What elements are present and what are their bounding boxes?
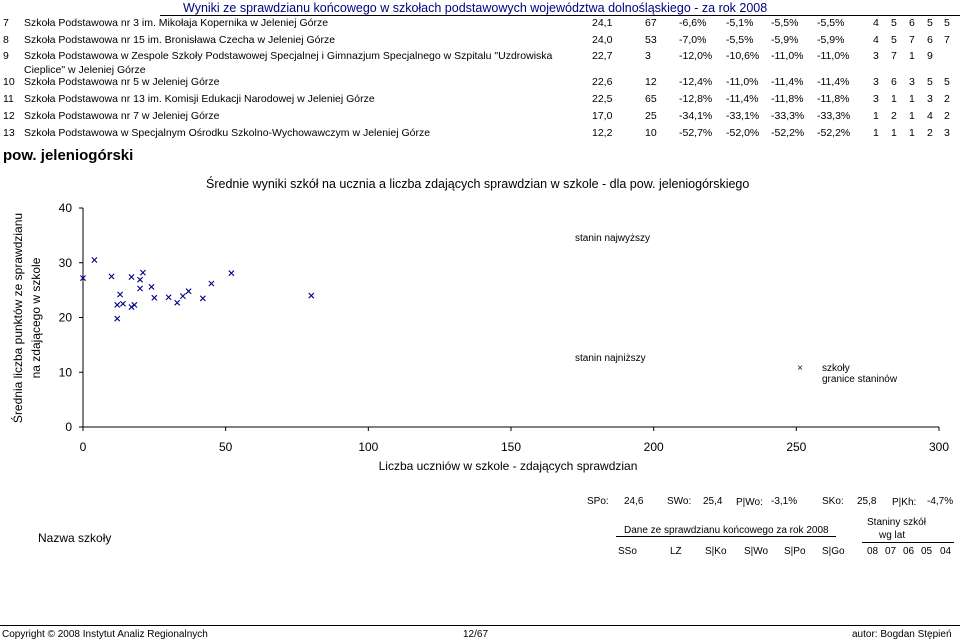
row-pct-1: -6,6% (679, 17, 707, 29)
row-school-name: Szkoła Podstawowa nr 7 w Jeleniej Górze (24, 110, 220, 122)
row-stanine-3: 3 (909, 76, 915, 88)
header-divider (160, 15, 960, 16)
row-stanine-3: 1 (909, 93, 915, 105)
row-student-count: 25 (645, 110, 657, 122)
row-stanine-5: 7 (944, 34, 950, 46)
row-pct-1: -34,1% (679, 110, 713, 122)
row-stanine-4: 9 (927, 50, 933, 62)
row-pct-4: -11,8% (817, 93, 850, 105)
data-point (129, 304, 134, 309)
row-pct-2: -11,0% (726, 76, 759, 88)
row-pct-3: -52,2% (771, 127, 805, 139)
row-stanine-4: 5 (927, 17, 933, 29)
row-number: 11 (3, 93, 14, 105)
row-avg-score: 24,1 (592, 17, 613, 29)
row-avg-score: 12,2 (592, 127, 613, 139)
footer-author: autor: Bogdan Stępień (852, 629, 952, 640)
row-pct-3: -5,5% (771, 17, 799, 29)
row-stanine-5: 2 (944, 110, 950, 122)
data-point (115, 316, 120, 321)
data-point (129, 274, 134, 279)
row-pct-4: -52,2% (817, 127, 851, 139)
y-tick-label: 40 (58, 201, 72, 215)
row-stanine-1: 3 (873, 76, 879, 88)
data-point (109, 274, 114, 279)
row-pct-2: -33,1% (726, 110, 760, 122)
name-column-label: Nazwa szkoły (38, 531, 112, 545)
row-stanine-5: 5 (944, 76, 950, 88)
footer-copyright: Copyright © 2008 Instytut Analiz Regionalnych (2, 629, 208, 640)
pkh-label: P|Kh: (892, 497, 917, 508)
x-tick-label: 100 (358, 440, 379, 454)
y-tick-label: 30 (58, 255, 72, 270)
row-stanine-5: 3 (944, 127, 950, 139)
row-pct-1: -52,7% (679, 127, 713, 139)
y-tick-label: 20 (58, 310, 72, 325)
row-stanine-2: 7 (891, 50, 897, 62)
row-school-name-cont: Cieplice" w Jeleniej Górze (24, 64, 146, 76)
data-point (175, 300, 180, 305)
sko-value: 25,8 (857, 496, 877, 507)
row-pct-1: -12,0% (679, 50, 713, 62)
legend-col-0: SSo (618, 546, 637, 557)
stanine-caption: Staniny szkół (867, 517, 926, 528)
row-number: 8 (3, 34, 9, 46)
swo-value: 25,4 (703, 496, 723, 507)
data-point (115, 302, 120, 307)
report-header: Wyniki ze sprawdzianu końcowego w szkołach podstawowych województwa dolnośląskiego - za rok 2008 (183, 1, 768, 15)
row-pct-4: -11,4% (817, 76, 850, 88)
x-tick-label: 0 (79, 440, 87, 454)
row-student-count: 12 (645, 76, 657, 88)
row-stanine-1: 4 (873, 17, 879, 29)
row-school-name: Szkoła Podstawowa nr 3 im. Mikołaja Kopernika w Jeleniej Górze (24, 17, 329, 29)
chart-title: Średnie wyniki szkół na ucznia a liczba zdających sprawdzian w szkole - dla pow. jeleniogórskiego (206, 177, 750, 191)
row-pct-2: -5,5% (726, 34, 754, 46)
row-stanine-1: 1 (873, 110, 879, 122)
row-stanine-2: 6 (891, 76, 897, 88)
row-stanine-5: 5 (944, 17, 950, 29)
row-school-name: Szkoła Podstawowa nr 5 w Jeleniej Górze (24, 76, 220, 88)
data-point (137, 277, 142, 282)
row-pct-1: -12,8% (679, 93, 713, 105)
data-point (229, 271, 234, 276)
pkh-value: -4,7% (927, 496, 954, 507)
row-stanine-3: 6 (909, 17, 915, 29)
row-pct-1: -12,4% (679, 76, 713, 88)
row-pct-4: -5,9% (817, 34, 845, 46)
row-stanine-4: 4 (927, 110, 933, 122)
legend-col-5: S|Go (822, 546, 845, 557)
row-stanine-3: 1 (909, 110, 915, 122)
row-stanine-2: 1 (891, 93, 897, 105)
row-stanine-1: 3 (873, 93, 879, 105)
row-avg-score: 22,6 (592, 76, 613, 88)
row-avg-score: 24,0 (592, 34, 613, 46)
row-student-count: 53 (645, 34, 657, 46)
row-pct-2: -10,6% (726, 50, 760, 62)
legend-col-4: S|Po (784, 546, 806, 557)
data-point (186, 289, 191, 294)
row-stanine-4: 3 (927, 93, 933, 105)
row-number: 10 (3, 76, 15, 88)
data-point (140, 270, 145, 275)
footer-divider (0, 625, 960, 626)
data-point (132, 302, 137, 307)
row-number: 13 (3, 127, 15, 139)
y-tick-label: 10 (58, 365, 72, 380)
row-number: 7 (3, 17, 9, 29)
row-stanine-3: 1 (909, 50, 915, 62)
sko-label: SKo: (822, 496, 844, 507)
data-caption: Dane ze sprawdzianu końcowego za rok 2008 (624, 525, 829, 536)
y-axis-label: Średnia liczba punktów ze sprawdzianu (11, 212, 25, 424)
footer-page-number: 12/67 (463, 629, 489, 640)
legend-col-2: S|Ko (705, 546, 727, 557)
row-stanine-3: 7 (909, 34, 915, 46)
row-student-count: 67 (645, 17, 657, 29)
data-point (117, 292, 122, 297)
row-student-count: 10 (645, 127, 657, 139)
x-tick-label: 250 (786, 440, 807, 454)
legend-points-label: szkoły (822, 363, 850, 374)
row-stanine-1: 1 (873, 127, 879, 139)
x-tick-label: 300 (928, 440, 950, 454)
chart-legend (795, 363, 898, 385)
row-stanine-1: 3 (873, 50, 879, 62)
row-pct-3: -11,4% (771, 76, 804, 88)
y-tick-label: 0 (65, 420, 72, 434)
data-point (309, 293, 314, 298)
row-stanine-2: 5 (891, 34, 897, 46)
annotation-bottom-stanine: stanin najniższy (575, 353, 646, 364)
row-pct-3: -11,8% (771, 93, 804, 105)
row-pct-3: -11,0% (771, 50, 804, 62)
x-tick-label: 150 (500, 440, 522, 454)
row-stanine-2: 2 (891, 110, 897, 122)
row-stanine-5: 2 (944, 93, 950, 105)
data-point (137, 286, 142, 291)
row-pct-4: -33,3% (817, 110, 851, 122)
row-stanine-4: 6 (927, 34, 933, 46)
row-pct-2: -52,0% (726, 127, 760, 139)
y-axis-label-2: na zdającego w szkole (29, 257, 43, 379)
row-school-name: Szkoła Podstawowa nr 15 im. Bronisława Czecha w Jeleniej Górze (24, 34, 336, 46)
row-avg-score: 22,7 (592, 50, 613, 62)
row-pct-2: -5,1% (726, 17, 754, 29)
data-point (149, 284, 154, 289)
data-point (209, 281, 214, 286)
section-title: pow. jeleniogórski (3, 147, 134, 164)
swo-label: SWo: (667, 496, 692, 507)
row-number: 12 (3, 110, 15, 122)
row-pct-4: -11,0% (817, 50, 850, 62)
row-pct-3: -5,9% (771, 34, 799, 46)
legend-col-3: S|Wo (744, 546, 769, 557)
row-stanine-1: 4 (873, 34, 879, 46)
row-student-count: 3 (645, 50, 651, 62)
row-stanine-2: 1 (891, 127, 897, 139)
row-stanine-4: 2 (927, 127, 933, 139)
spo-label: SPo: (587, 496, 609, 507)
row-number: 9 (3, 50, 9, 62)
x-tick-label: 50 (218, 440, 233, 454)
row-pct-4: -5,5% (817, 17, 845, 29)
row-avg-score: 17,0 (592, 110, 613, 122)
spo-value: 24,6 (624, 496, 644, 507)
row-pct-3: -33,3% (771, 110, 805, 122)
stanine-caption-underline (862, 542, 954, 543)
data-point (152, 295, 157, 300)
data-point (166, 295, 171, 300)
row-avg-score: 22,5 (592, 93, 613, 105)
x-axis-label: Liczba uczniów w szkole - zdających sprawdzian (378, 459, 638, 473)
row-stanine-4: 5 (927, 76, 933, 88)
row-school-name: Szkoła Podstawowa w Zespole Szkoły Podstawowej Specjalnej i Gimnazjum Specjalnego w Szpitalu "Uzdrowiska (24, 50, 553, 62)
pwo-label: P|Wo: (736, 497, 763, 508)
legend-year-1: 07 (885, 546, 897, 557)
data-point (92, 257, 97, 262)
row-pct-1: -7,0% (679, 34, 707, 46)
data-caption-underline (616, 536, 836, 537)
legend-col-1: LZ (670, 546, 682, 557)
data-point (180, 294, 185, 299)
row-pct-2: -11,4% (726, 93, 759, 105)
legend-year-0: 08 (867, 546, 879, 557)
legend-bands-label: granice staninów (822, 374, 898, 385)
stanine-caption-2: wg lat (879, 530, 906, 541)
row-stanine-2: 5 (891, 17, 897, 29)
pwo-value: -3,1% (771, 496, 798, 507)
legend-year-2: 06 (903, 546, 915, 557)
legend-point-marker: × (797, 363, 803, 374)
data-point (120, 301, 125, 306)
data-point (200, 296, 205, 301)
annotation-top-stanine: stanin najwyższy (575, 233, 651, 244)
legend-year-4: 04 (940, 546, 952, 557)
row-school-name: Szkoła Podstawowa nr 13 im. Komisji Edukacji Narodowej w Jeleniej Górze (24, 93, 375, 105)
data-point (80, 275, 85, 280)
row-student-count: 65 (645, 93, 657, 105)
legend-year-3: 05 (921, 546, 933, 557)
x-tick-label: 200 (643, 440, 664, 454)
row-school-name: Szkoła Podstawowa w Specjalnym Ośrodku Szkolno-Wychowawczym w Jeleniej Górze (24, 127, 431, 139)
row-stanine-3: 1 (909, 127, 915, 139)
